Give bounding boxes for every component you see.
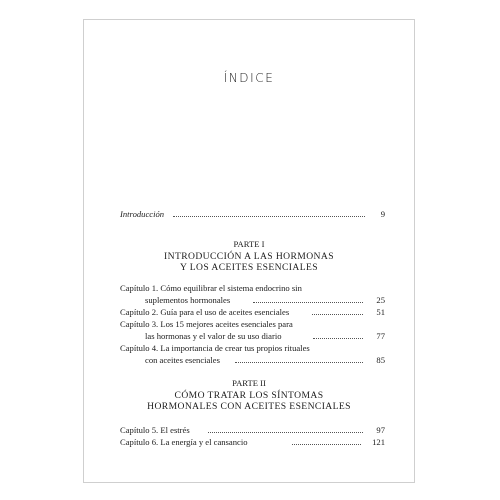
part2-label: PARTE II xyxy=(232,378,266,388)
part2-chapters xyxy=(120,424,385,448)
part1-title-line1: INTRODUCCIÓN A LAS HORMONAS xyxy=(164,250,334,262)
part2-title-line2: HORMONALES CON ACEITES ESENCIALES xyxy=(147,401,351,412)
chapter-4-title: Capítulo 4. La importancia de crear tus propios rituales xyxy=(120,343,310,353)
chapter-1-title: Capítulo 1. Cómo equilibrar el sistema endocrino sin xyxy=(120,283,302,293)
part1-chapters xyxy=(120,282,385,366)
dot-leader xyxy=(313,338,363,339)
chapter-2-page: 51 xyxy=(376,307,385,317)
chapter-3-subtitle: las hormonas y el valor de su uso diario xyxy=(145,331,282,341)
part1-title-line2: Y LOS ACEITES ESENCIALES xyxy=(180,262,318,273)
book-page xyxy=(83,19,415,483)
part2-title-line1: CÓMO TRATAR LOS SÍNTOMAS xyxy=(174,389,324,401)
dot-leader xyxy=(235,362,363,363)
intro-entry xyxy=(120,208,385,220)
part1-heading xyxy=(84,239,414,274)
chapter-5-title: Capítulo 5. El estrés xyxy=(120,425,190,435)
dot-leader xyxy=(312,314,363,315)
intro-label: Introducción xyxy=(120,209,165,219)
chapter-1-page: 25 xyxy=(376,295,385,305)
dot-leader xyxy=(292,444,361,445)
chapter-5-page: 97 xyxy=(376,425,385,435)
chapter-3-title: Capítulo 3. Los 15 mejores aceites esenciales para xyxy=(120,319,293,329)
chapter-6-title: Capítulo 6. La energía y el cansancio xyxy=(120,437,248,447)
page-title: ÍNDICE xyxy=(223,71,275,85)
chapter-4-subtitle: con aceites esenciales xyxy=(145,355,220,365)
dot-leader xyxy=(208,432,363,433)
chapter-1-subtitle: suplementos hormonales xyxy=(145,295,231,305)
chapter-2-title: Capítulo 2. Guía para el uso de aceites esenciales xyxy=(120,307,290,317)
part1-label: PARTE I xyxy=(233,239,265,249)
part2-heading xyxy=(84,378,414,413)
intro-page: 9 xyxy=(380,209,385,219)
chapter-3-page: 77 xyxy=(376,331,385,341)
dot-leader xyxy=(173,216,365,217)
chapter-6-page: 121 xyxy=(372,437,385,447)
chapter-4-page: 85 xyxy=(376,355,385,365)
dot-leader xyxy=(253,302,363,303)
